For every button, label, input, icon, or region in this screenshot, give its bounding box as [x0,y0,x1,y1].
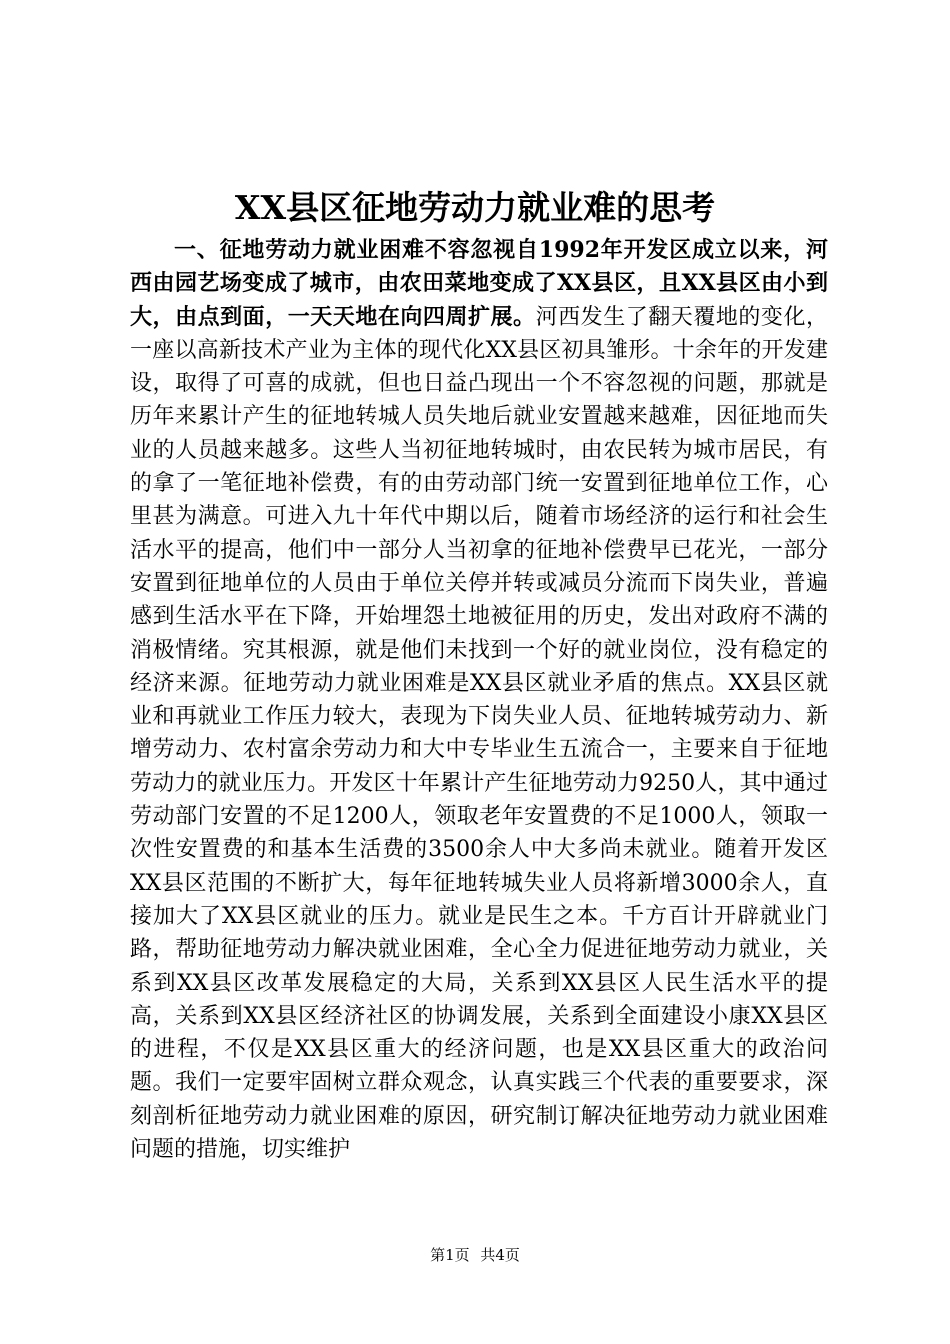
body-paragraph [130,234,828,1166]
page-number: 第1页 [430,1246,470,1264]
body-text: 河西发生了翻天覆地的变化，一座以高新技术产业为主体的现代化XX县区初具雏形。十余年的开发建设，取得了可喜的成就，但也日益凸现出一个不容忽视的问题，那就是历年来累计产生的征地转城人员失地后就业安置越来越难，因征地而失业的人员越来越多。这些人当初征地转城时，由农民转为城市居民，有的拿了一笔征地补偿费，有的由劳动部门统一安置到征地单位工作，心里甚为满意。可进入九十年代中期以后，随着市场经济的运行和社会生活水平的提高，他们中一部分人当初拿的征地补偿费早已花光，一部分安置到征地单位的人员由于单位关停并转或减员分流而下岗失业，普遍感到生活水平在下降，开始埋怨土地被征用的历史，发出对政府不满的消极情绪。究其根源，就是他们未找到一个好的就业岗位，没有稳定的经济来源。征地劳动力就业困难是XX县区就业矛盾的焦点。XX县区就业和再就业工作压力较大，表现为下岗失业人员、征地转城劳动力、新增劳动力、农村富余劳动力和大中专毕业生五流合一，主要来自于征地劳动力的就业压力。开发区十年累计产生征地劳动力9250人，其中通过劳动部门安置的不足1200人，领取老年安置费的不足1000人，领取一次性安置费的和基本生活费的3500余人中大多尚未就业。随着开发区XX县区范围的不断扩大，每年征地转城失业人员将新增3000余人，直接加大了XX县区就业的压力。就业是民生之本。千方百计开辟就业门路，帮助征地劳动力解决就业困难，全心全力促进征地劳动力就业，关系到XX县区改革发展稳定的大局，关系到XX县区人民生活水平的提高，关系到XX县区经济社区的协调发展，关系到全面建设小康XX县区的进程，不仅是XX县区重大的经济问题，也是XX县区重大的政治问题。我们一定要牢固树立群众观念，认真实践三个代表的重要要求，深刻剖析征地劳动力就业困难的原因，研究制订解决征地劳动力就业困难问题的措施，切实维护 [130,304,828,1163]
document-title: XX县区征地劳动力就业难的思考 [234,188,716,227]
page-total: 共4页 [480,1246,520,1264]
section-lead-text: 一、征地劳动力就业困难不容忽视自1992年开发区成立以来，河西由园艺场变成了城市，由农田菜地变成了XX县区，且XX县区由小到大，由点到面，一天天地在向四周扩展。 [130,237,828,330]
page-footer [0,1245,950,1265]
